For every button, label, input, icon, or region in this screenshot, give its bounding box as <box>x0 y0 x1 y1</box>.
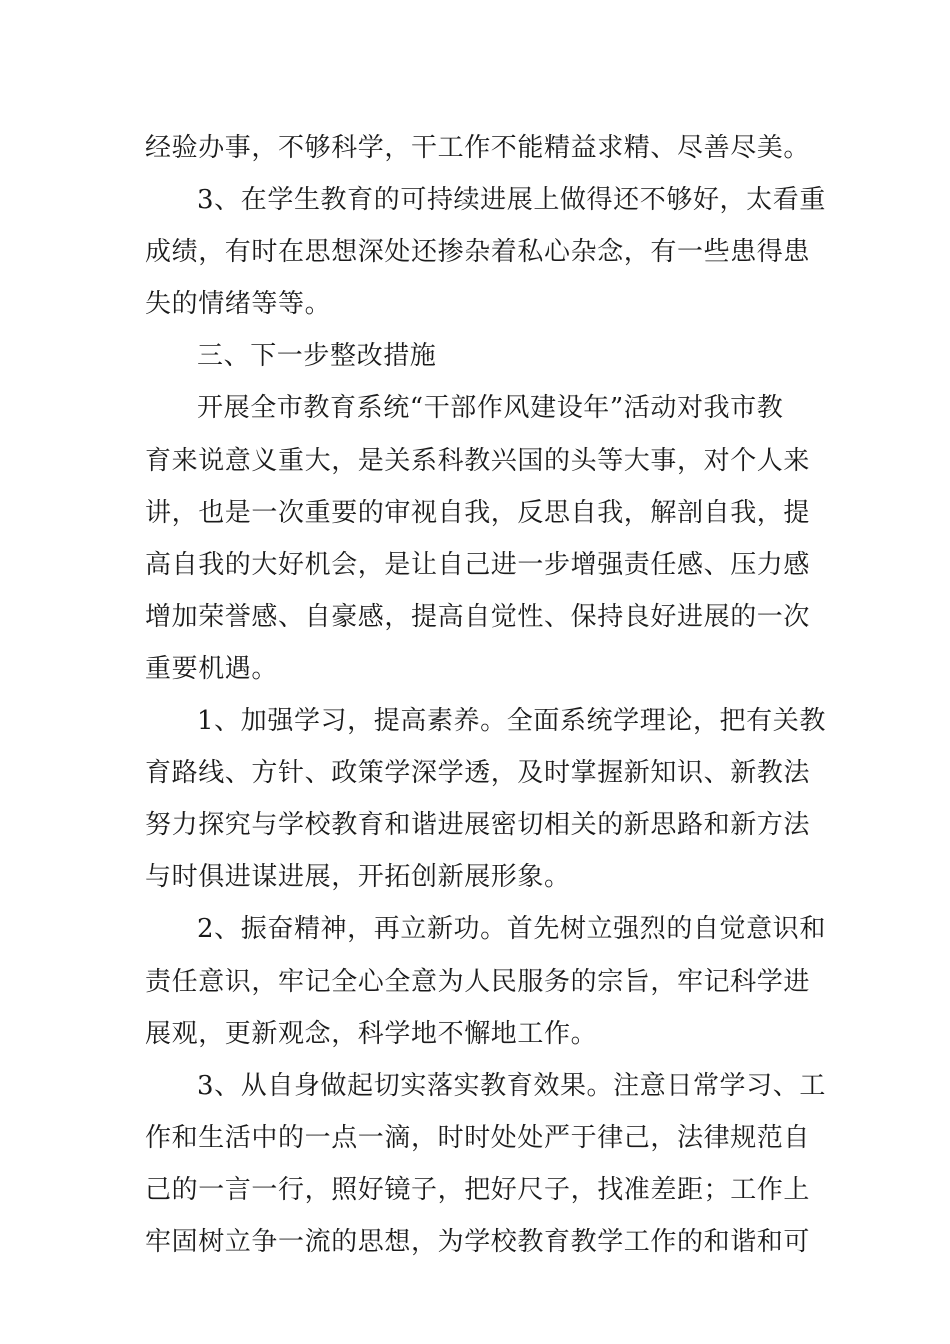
text-line: 增加荣誉感、自豪感，提高自觉性、保持良好进展的一次 <box>145 601 811 632</box>
text-line: 成绩，有时在思想深处还掺杂着私心杂念，有一些患得患 <box>145 237 811 268</box>
text-line: 努力探究与学校教育和谐进展密切相关的新思路和新方法 <box>145 810 811 841</box>
text-line: 经验办事，不够科学，干工作不能精益求精、尽善尽美。 <box>145 133 811 163</box>
section-heading: 三、下一步整改措施 <box>197 341 437 372</box>
text-line: 2、振奋精神，再立新功。首先树立强烈的自觉意识和 <box>197 914 826 945</box>
text-line: 展观，更新观念，科学地不懈地工作。 <box>145 1018 598 1049</box>
text-line: 与时俱进谋进展，开拓创新展形象。 <box>145 862 571 893</box>
document-body <box>145 122 826 1268</box>
text-line: 3、从自身做起切实落实教育效果。注意日常学习、工 <box>197 1070 826 1101</box>
text-line: 重要机遇。 <box>145 653 279 684</box>
text-line: 高自我的大好机会，是让自己进一步增强责任感、压力感 <box>145 549 811 580</box>
text-line: 作和生活中的一点一滴，时时处处严于律己，法律规范自 <box>145 1122 811 1153</box>
text-line: 责任意识，牢记全心全意为人民服务的宗旨，牢记科学进 <box>145 966 811 997</box>
text-line: 1、加强学习，提高素养。全面系统学理论，把有关教 <box>197 706 826 737</box>
text-line: 失的情绪等等。 <box>145 289 332 320</box>
text-line: 讲，也是一次重要的审视自我，反思自我，解剖自我，提 <box>145 497 811 528</box>
text-line: 己的一言一行，照好镜子，把好尺子，找准差距；工作上 <box>145 1174 811 1205</box>
text-line: 开展全市教育系统“干部作风建设年”活动对我市教 <box>197 393 784 424</box>
text-line: 牢固树立争一流的思想，为学校教育教学工作的和谐和可 <box>145 1226 811 1257</box>
text-line: 3、在学生教育的可持续进展上做得还不够好，太看重 <box>197 185 826 216</box>
text-line: 育来说意义重大，是关系科教兴国的头等大事，对个人来 <box>145 445 811 476</box>
text-line: 育路线、方针、政策学深学透，及时掌握新知识、新教法 <box>145 758 811 789</box>
